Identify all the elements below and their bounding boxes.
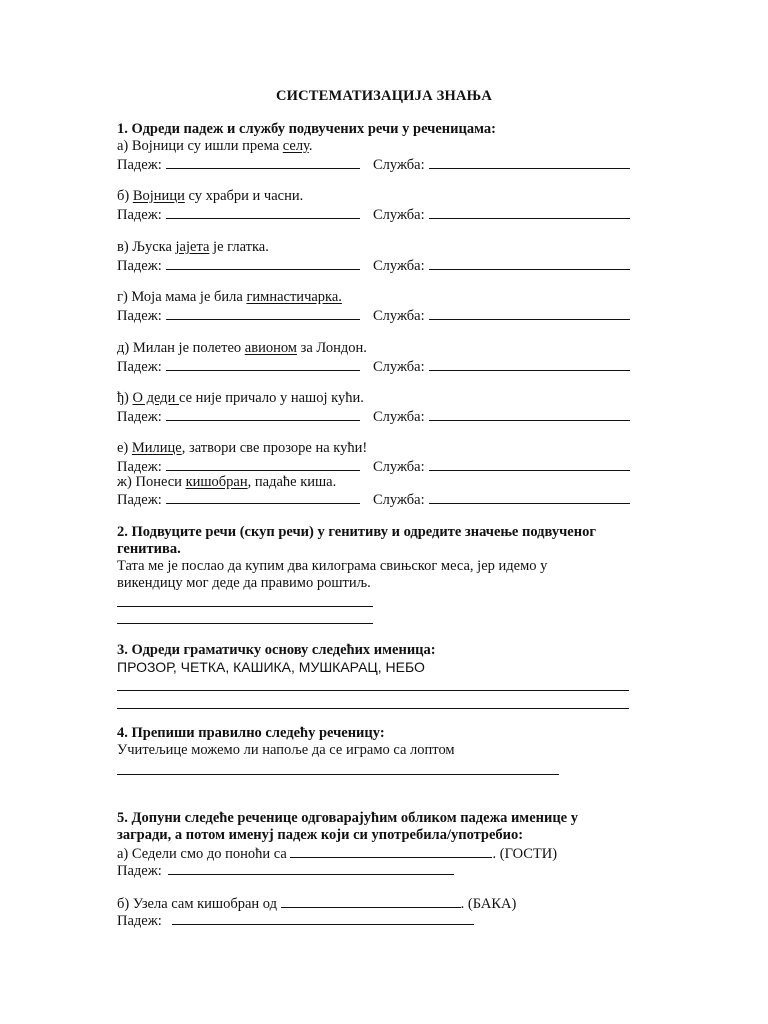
task4-sentence: Учитељице можемо ли напоље да се играмо са лоптом <box>117 742 455 758</box>
case-label: Падеж: <box>117 258 162 274</box>
task2-text-cont: викендицу мог деде да правимо роштиљ. <box>117 575 371 591</box>
task1-item-v <box>117 239 269 256</box>
answer-line[interactable] <box>117 690 629 691</box>
case-answer-blank[interactable] <box>166 306 360 320</box>
task4-heading: 4. Препиши правилно следећу реченицу: <box>117 725 385 741</box>
answer-row <box>117 357 425 376</box>
task1-item-dj <box>117 390 364 407</box>
underlined-word: Милице <box>131 440 182 456</box>
sentence-text: за Лондон. <box>296 340 367 356</box>
underlined-word: кишобран <box>185 474 248 490</box>
underlined-word: авионом <box>244 340 297 356</box>
function-label: Служба: <box>373 459 425 475</box>
underlined-word: јајета <box>175 239 210 255</box>
task1-item-b <box>117 188 303 205</box>
sentence-text: . <box>308 138 313 154</box>
sentence-text: , падаће киша. <box>247 474 337 490</box>
sentence-text: б) Узела сам кишобран од <box>117 896 281 912</box>
case-label: Падеж: <box>117 863 162 879</box>
function-label: Служба: <box>373 359 425 375</box>
case-answer-blank[interactable] <box>166 205 360 219</box>
task1-item-d <box>117 340 367 357</box>
sentence-text: г) Моја мама је била <box>117 289 247 305</box>
sentence-text: а) Војници су ишли према <box>117 138 283 154</box>
case-label: Падеж: <box>117 157 162 173</box>
function-answer-blank[interactable] <box>429 357 630 371</box>
function-label: Служба: <box>373 157 425 173</box>
function-answer-blank[interactable] <box>429 407 630 421</box>
fill-in-blank[interactable] <box>290 844 492 858</box>
answer-line[interactable] <box>117 708 629 709</box>
function-answer-blank[interactable] <box>429 205 630 219</box>
underlined-word: Војници <box>132 188 185 204</box>
task2-text: Тата ме је послао да купим два килограма свињског меса, јер идемо у <box>117 558 548 574</box>
task3-words: ПРОЗОР, ЧЕТКА, КАШИКА, МУШКАРАЦ, НЕБО <box>117 659 425 675</box>
sentence-text: в) Љуска <box>117 239 176 255</box>
underlined-word: О деди <box>132 390 179 406</box>
sentence-text: д) Милан је полетео <box>117 340 245 356</box>
sentence-text: су храбри и часни. <box>184 188 304 204</box>
task2-heading: 2. Подвуците речи (скуп речи) у генитиву и одредите значење подвученог <box>117 524 596 540</box>
function-answer-blank[interactable] <box>429 457 630 471</box>
sentence-text: а) Седели смо до поноћи са <box>117 846 291 862</box>
function-answer-blank[interactable] <box>429 490 630 504</box>
task5-heading-cont: загради, а потом именуј падеж који си употребила/употребио: <box>117 827 524 843</box>
answer-line[interactable] <box>117 606 373 607</box>
task1-item-e <box>117 440 367 457</box>
case-label: Падеж: <box>117 409 162 425</box>
case-label: Падеж: <box>117 459 162 475</box>
sentence-text: ж) Понеси <box>117 474 186 490</box>
function-label: Служба: <box>373 308 425 324</box>
task2-heading-cont: генитива. <box>117 541 181 557</box>
function-label: Служба: <box>373 409 425 425</box>
task1-item-g <box>117 289 342 306</box>
case-label: Падеж: <box>117 207 162 223</box>
function-label: Служба: <box>373 492 425 508</box>
task1-item-a <box>117 138 312 155</box>
case-answer-blank[interactable] <box>172 911 474 925</box>
sentence-text: . (БАКА) <box>460 896 517 912</box>
case-answer-blank[interactable] <box>168 861 454 875</box>
answer-row <box>117 306 425 325</box>
task5-heading: 5. Допуни следеће реченице одговарајућим обликом падежа именице у <box>117 810 578 826</box>
sentence-text: је глатка. <box>209 239 269 255</box>
function-answer-blank[interactable] <box>429 155 630 169</box>
sentence-text: се није причало у нашој кући. <box>178 390 364 406</box>
fill-in-blank[interactable] <box>281 894 461 908</box>
case-answer-blank[interactable] <box>166 407 360 421</box>
sentence-text: б) <box>117 188 133 204</box>
sentence-text: . (ГОСТИ) <box>492 846 558 862</box>
answer-row <box>117 155 425 174</box>
task1-item-zh <box>117 474 336 491</box>
function-label: Служба: <box>373 258 425 274</box>
case-answer-blank[interactable] <box>166 490 360 504</box>
page-title: СИСТЕМАТИЗАЦИЈА ЗНАЊА <box>275 88 493 104</box>
case-answer-blank[interactable] <box>166 357 360 371</box>
case-label: Падеж: <box>117 308 162 324</box>
sentence-text: ђ) <box>117 390 133 406</box>
function-label: Служба: <box>373 207 425 223</box>
task1-heading: 1. Одреди падеж и службу подвучених речи у реченицама: <box>117 121 496 137</box>
sentence-text: е) <box>117 440 132 456</box>
task5-case-a <box>117 861 454 880</box>
case-answer-blank[interactable] <box>166 256 360 270</box>
case-label: Падеж: <box>117 359 162 375</box>
case-label: Падеж: <box>117 913 162 929</box>
answer-row <box>117 256 425 275</box>
answer-line[interactable] <box>117 774 559 775</box>
case-label: Падеж: <box>117 492 162 508</box>
task5-case-b <box>117 911 474 930</box>
function-answer-blank[interactable] <box>429 256 630 270</box>
answer-row <box>117 205 425 224</box>
function-answer-blank[interactable] <box>429 306 630 320</box>
sentence-text: , затвори све прозоре на кући! <box>181 440 368 456</box>
case-answer-blank[interactable] <box>166 155 360 169</box>
case-answer-blank[interactable] <box>166 457 360 471</box>
answer-row <box>117 407 425 426</box>
underlined-word: селу <box>282 138 309 154</box>
answer-line[interactable] <box>117 623 373 624</box>
underlined-word: гимнастичарка. <box>246 289 342 305</box>
answer-row <box>117 490 425 509</box>
task3-heading: 3. Одреди граматичку основу следећих именица: <box>117 642 436 658</box>
